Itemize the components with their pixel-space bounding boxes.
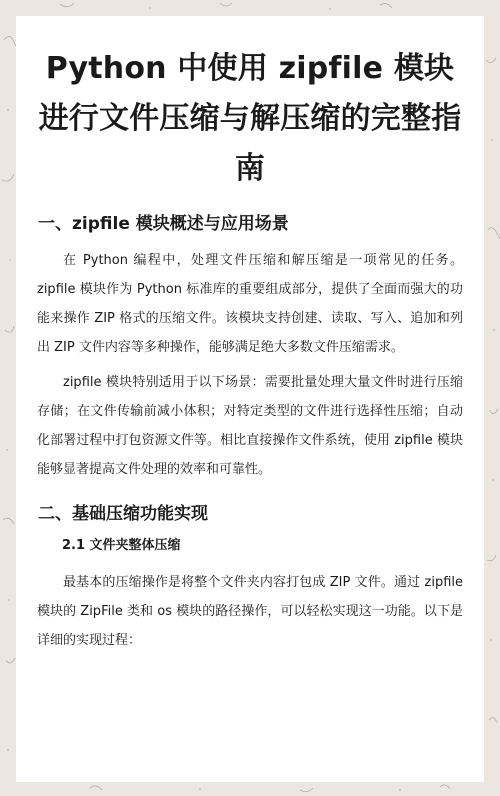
paragraph-overview-1: 在 Python 编程中，处理文件压缩和解压缩是一项常见的任务。zipfile 模块作为 Python 标准库的重要组成部分，提供了全面而强大的功能来操作 ZIP 格式的压缩文件。该模块支持创建、读取、写入、追加和列出 ZIP 文件内容等多种操作，能够满足绝大多数文件压缩需求。 [37,253,463,355]
document-page [16,16,484,782]
subsection-heading-folder-compression: 2.1 文件夹整体压缩 [62,538,181,553]
section-heading-basic-compression: 二、基础压缩功能实现 [38,504,208,524]
paragraph-folder-compression: 最基本的压缩操作是将整个文件夹内容打包成 ZIP 文件。通过 zipfile 模块的 ZipFile 类和 os 模块的路径操作，可以轻松实现这一功能。以下是详细的实现过程： [37,575,463,648]
document-title: Python 中使用 zipfile 模块进行文件压缩与解压缩的完整指南 [38,51,462,186]
paragraph-overview-2: zipfile 模块特别适用于以下场景：需要批量处理大量文件时进行压缩存储；在文件传输前减小体积；对特定类型的文件进行选择性压缩；自动化部署过程中打包资源文件等。相比直接操作文件系统，使用 zipfile 模块能够显著提高文件处理的效率和可靠性。 [37,375,463,477]
section-heading-overview: 一、zipfile 模块概述与应用场景 [38,214,289,234]
